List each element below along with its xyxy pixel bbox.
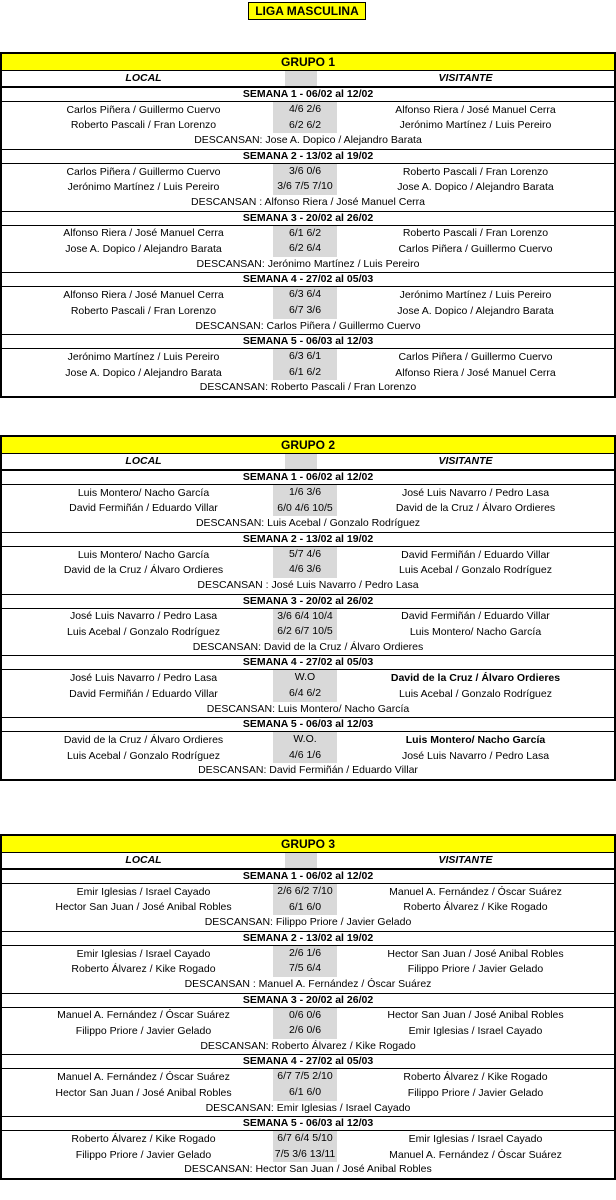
week-header: SEMANA 2 - 13/02 al 19/02 — [2, 149, 614, 164]
visitor-header: VISITANTE — [438, 72, 493, 84]
local-team: Luis Montero/ Nacho García — [77, 486, 210, 499]
match-row — [2, 102, 614, 118]
visitor-team: David de la Cruz / Álvaro Ordieres — [390, 672, 561, 685]
week-header: SEMANA 3 - 20/02 al 26/02 — [2, 594, 614, 609]
week-header: SEMANA 3 - 20/02 al 26/02 — [2, 993, 614, 1008]
visitor-team: Roberto Álvarez / Kike Rogado — [403, 1071, 548, 1084]
match-score: 6/1 6/2 — [273, 365, 337, 381]
local-team: Carlos Piñera / Guillermo Cuervo — [66, 165, 221, 178]
local-team: Jose A. Dopico / Alejandro Barata — [65, 366, 222, 379]
visitor-team: Alfonso Riera / José Manuel Cerra — [395, 103, 556, 116]
match-row — [2, 1069, 614, 1085]
match-row — [2, 303, 614, 319]
resting-pair: DESCANSAN : José Luis Navarro / Pedro Lasa — [197, 578, 419, 591]
match-score: 6/1 6/2 — [273, 226, 337, 242]
week-header: SEMANA 2 - 13/02 al 19/02 — [2, 532, 614, 547]
match-score: 6/7 3/6 — [273, 303, 337, 319]
match-score: 3/6 7/5 7/10 — [273, 179, 337, 195]
visitor-team: David Fermiñán / Eduardo Villar — [401, 548, 550, 561]
week-header: SEMANA 1 - 06/02 al 12/02 — [2, 869, 614, 884]
match-row — [2, 961, 614, 977]
resting-pair: DESCANSAN : Alfonso Riera / José Manuel Cerra — [190, 195, 425, 208]
match-score: 5/7 4/6 — [273, 547, 337, 563]
match-score: 6/2 6/4 — [273, 241, 337, 257]
visitor-header: VISITANTE — [438, 854, 493, 866]
match-score: 1/6 3/6 — [273, 485, 337, 501]
visitor-team: Jerónimo Martínez / Luis Pereiro — [399, 119, 552, 132]
group-title: GRUPO 1 — [2, 52, 614, 71]
week-header: SEMANA 1 - 06/02 al 12/02 — [2, 470, 614, 485]
resting-pair: DESCANSAN: Roberto Álvarez / Kike Rogado — [200, 1039, 416, 1052]
local-team: Jerónimo Martínez / Luis Pereiro — [67, 350, 220, 363]
visitor-team: Carlos Piñera / Guillermo Cuervo — [398, 350, 553, 363]
visitor-team: Emir Iglesias / Israel Cayado — [408, 1024, 543, 1037]
visitor-team: José Luis Navarro / Pedro Lasa — [401, 749, 550, 762]
match-score: 4/6 1/6 — [273, 748, 337, 764]
local-team: David Fermiñán / Eduardo Villar — [69, 687, 218, 700]
match-row — [2, 547, 614, 563]
match-row — [2, 365, 614, 381]
match-row — [2, 609, 614, 625]
local-team: Manuel A. Fernández / Óscar Suárez — [57, 1071, 230, 1084]
week-header: SEMANA 4 - 27/02 al 05/03 — [2, 272, 614, 287]
local-team: David Fermiñán / Eduardo Villar — [69, 502, 218, 515]
match-row — [2, 562, 614, 578]
week-header: SEMANA 5 - 06/03 al 12/03 — [2, 1116, 614, 1131]
match-score: 6/3 6/1 — [273, 349, 337, 365]
local-team: Hector San Juan / José Anibal Robles — [55, 1086, 232, 1099]
match-row — [2, 1023, 614, 1039]
local-team: Jerónimo Martínez / Luis Pereiro — [67, 181, 220, 194]
visitor-team: Roberto Álvarez / Kike Rogado — [403, 901, 548, 914]
visitor-team: Jose A. Dopico / Alejandro Barata — [397, 304, 554, 317]
visitor-team: Manuel A. Fernández / Óscar Suárez — [389, 885, 562, 898]
league-title: LIGA MASCULINA — [248, 2, 366, 20]
match-score: 7/5 3/6 13/11 — [273, 1147, 337, 1163]
visitor-team: Roberto Pascali / Fran Lorenzo — [402, 227, 549, 240]
match-score: 3/6 6/4 10/4 — [273, 609, 337, 625]
visitor-team: Filippo Priore / Javier Gelado — [407, 963, 544, 976]
local-team: Alfonso Riera / José Manuel Cerra — [63, 289, 224, 302]
match-row — [2, 1147, 614, 1163]
local-header: LOCAL — [125, 455, 162, 467]
local-header: LOCAL — [125, 854, 162, 866]
local-team: Hector San Juan / José Anibal Robles — [55, 901, 232, 914]
match-score: W.O. — [273, 732, 337, 748]
resting-pair: DESCANSAN : Manuel A. Fernández / Óscar Suárez — [184, 977, 432, 990]
local-team: Luis Acebal / Gonzalo Rodríguez — [67, 749, 220, 762]
group-table — [0, 52, 616, 398]
match-row — [2, 1131, 614, 1147]
local-team: Roberto Pascali / Fran Lorenzo — [70, 119, 217, 132]
visitor-team: José Luis Navarro / Pedro Lasa — [401, 486, 550, 499]
match-row — [2, 241, 614, 257]
visitor-team: Roberto Pascali / Fran Lorenzo — [402, 165, 549, 178]
local-team: David de la Cruz / Álvaro Ordieres — [63, 564, 224, 577]
visitor-team: Filippo Priore / Javier Gelado — [407, 1086, 544, 1099]
visitor-team: David de la Cruz / Álvaro Ordieres — [395, 502, 556, 515]
group-table — [0, 435, 616, 781]
visitor-team: Hector San Juan / José Anibal Robles — [387, 947, 564, 960]
week-header: SEMANA 5 - 06/03 al 12/03 — [2, 717, 614, 732]
match-score: 7/5 6/4 — [273, 961, 337, 977]
local-team: Jose A. Dopico / Alejandro Barata — [65, 242, 222, 255]
visitor-team: Luis Acebal / Gonzalo Rodríguez — [399, 687, 552, 700]
local-team: José Luis Navarro / Pedro Lasa — [69, 672, 218, 685]
match-score: 6/3 6/4 — [273, 287, 337, 303]
group-table — [0, 834, 616, 1180]
local-team: Luis Montero/ Nacho García — [77, 548, 210, 561]
match-row — [2, 732, 614, 748]
column-header-row — [2, 853, 614, 869]
visitor-team: Luis Montero/ Nacho García — [405, 733, 546, 746]
match-row — [2, 226, 614, 242]
week-header: SEMANA 4 - 27/02 al 05/03 — [2, 655, 614, 670]
match-row — [2, 900, 614, 916]
local-team: Roberto Álvarez / Kike Rogado — [71, 1132, 216, 1145]
local-team: Roberto Álvarez / Kike Rogado — [71, 963, 216, 976]
match-score: W.O — [273, 670, 337, 686]
local-team: Emir Iglesias / Israel Cayado — [76, 885, 211, 898]
local-team: José Luis Navarro / Pedro Lasa — [69, 610, 218, 623]
match-score: 0/6 0/6 — [273, 1008, 337, 1024]
week-header: SEMANA 2 - 13/02 al 19/02 — [2, 931, 614, 946]
visitor-team: Manuel A. Fernández / Óscar Suárez — [389, 1148, 562, 1161]
resting-pair: DESCANSAN: Jerónimo Martínez / Luis Pereiro — [196, 257, 420, 270]
resting-pair: DESCANSAN: Emir Iglesias / Israel Cayado — [205, 1101, 411, 1114]
visitor-header: VISITANTE — [438, 455, 493, 467]
local-team: Carlos Piñera / Guillermo Cuervo — [66, 103, 221, 116]
match-score: 4/6 2/6 — [273, 102, 337, 118]
match-score: 6/2 6/2 — [273, 118, 337, 134]
match-score: 6/1 6/0 — [273, 900, 337, 916]
resting-pair: DESCANSAN: Carlos Piñera / Guillermo Cuervo — [195, 319, 421, 332]
week-header: SEMANA 4 - 27/02 al 05/03 — [2, 1054, 614, 1069]
match-score: 2/6 1/6 — [273, 946, 337, 962]
resting-pair: DESCANSAN: Hector San Juan / José Anibal Robles — [184, 1163, 432, 1176]
group-title: GRUPO 2 — [2, 435, 614, 454]
match-row — [2, 1085, 614, 1101]
resting-pair: DESCANSAN: Luis Montero/ Nacho García — [206, 702, 410, 715]
match-row — [2, 748, 614, 764]
visitor-team: Luis Acebal / Gonzalo Rodríguez — [399, 564, 552, 577]
score-header — [285, 71, 317, 86]
local-team: Filippo Priore / Javier Gelado — [75, 1024, 212, 1037]
local-team: David de la Cruz / Álvaro Ordieres — [63, 733, 224, 746]
visitor-team: Carlos Piñera / Guillermo Cuervo — [398, 242, 553, 255]
resting-pair: DESCANSAN: David Fermiñán / Eduardo Villar — [198, 764, 418, 777]
resting-pair: DESCANSAN: David de la Cruz / Álvaro Ordieres — [192, 640, 424, 653]
local-team: Emir Iglesias / Israel Cayado — [76, 947, 211, 960]
week-header: SEMANA 3 - 20/02 al 26/02 — [2, 211, 614, 226]
local-header: LOCAL — [125, 72, 162, 84]
visitor-team: Jerónimo Martínez / Luis Pereiro — [399, 289, 552, 302]
score-header — [285, 454, 317, 469]
match-row — [2, 485, 614, 501]
match-row — [2, 670, 614, 686]
match-score: 6/0 4/6 10/5 — [273, 501, 337, 517]
match-row — [2, 349, 614, 365]
match-score: 3/6 0/6 — [273, 164, 337, 180]
match-score: 6/7 7/5 2/10 — [273, 1069, 337, 1085]
column-header-row — [2, 71, 614, 87]
match-row — [2, 624, 614, 640]
local-team: Filippo Priore / Javier Gelado — [75, 1148, 212, 1161]
match-score: 4/6 3/6 — [273, 562, 337, 578]
match-row — [2, 686, 614, 702]
score-header — [285, 853, 317, 868]
match-score: 6/2 6/7 10/5 — [273, 624, 337, 640]
resting-pair: DESCANSAN: Roberto Pascali / Fran Lorenzo — [199, 381, 417, 394]
match-row — [2, 1008, 614, 1024]
match-score: 2/6 6/2 7/10 — [273, 884, 337, 900]
match-row — [2, 118, 614, 134]
visitor-team: Emir Iglesias / Israel Cayado — [408, 1132, 543, 1145]
resting-pair: DESCANSAN: Filippo Priore / Javier Gelado — [204, 916, 412, 929]
match-row — [2, 164, 614, 180]
visitor-team: David Fermiñán / Eduardo Villar — [401, 610, 550, 623]
local-team: Roberto Pascali / Fran Lorenzo — [70, 304, 217, 317]
match-row — [2, 179, 614, 195]
match-score: 2/6 0/6 — [273, 1023, 337, 1039]
resting-pair: DESCANSAN: Jose A. Dopico / Alejandro Barata — [194, 134, 422, 147]
resting-pair: DESCANSAN: Luis Acebal / Gonzalo Rodríguez — [195, 517, 421, 530]
local-team: Alfonso Riera / José Manuel Cerra — [63, 227, 224, 240]
match-score: 6/1 6/0 — [273, 1085, 337, 1101]
match-row — [2, 946, 614, 962]
local-team: Manuel A. Fernández / Óscar Suárez — [57, 1009, 230, 1022]
match-score: 6/7 6/4 5/10 — [273, 1131, 337, 1147]
week-header: SEMANA 1 - 06/02 al 12/02 — [2, 87, 614, 102]
column-header-row — [2, 454, 614, 470]
match-score: 6/4 6/2 — [273, 686, 337, 702]
match-row — [2, 884, 614, 900]
group-title: GRUPO 3 — [2, 834, 614, 853]
match-row — [2, 501, 614, 517]
local-team: Luis Acebal / Gonzalo Rodríguez — [67, 625, 220, 638]
visitor-team: Alfonso Riera / José Manuel Cerra — [395, 366, 556, 379]
visitor-team: Jose A. Dopico / Alejandro Barata — [397, 181, 554, 194]
visitor-team: Luis Montero/ Nacho García — [409, 625, 542, 638]
week-header: SEMANA 5 - 06/03 al 12/03 — [2, 334, 614, 349]
match-row — [2, 287, 614, 303]
visitor-team: Hector San Juan / José Anibal Robles — [387, 1009, 564, 1022]
